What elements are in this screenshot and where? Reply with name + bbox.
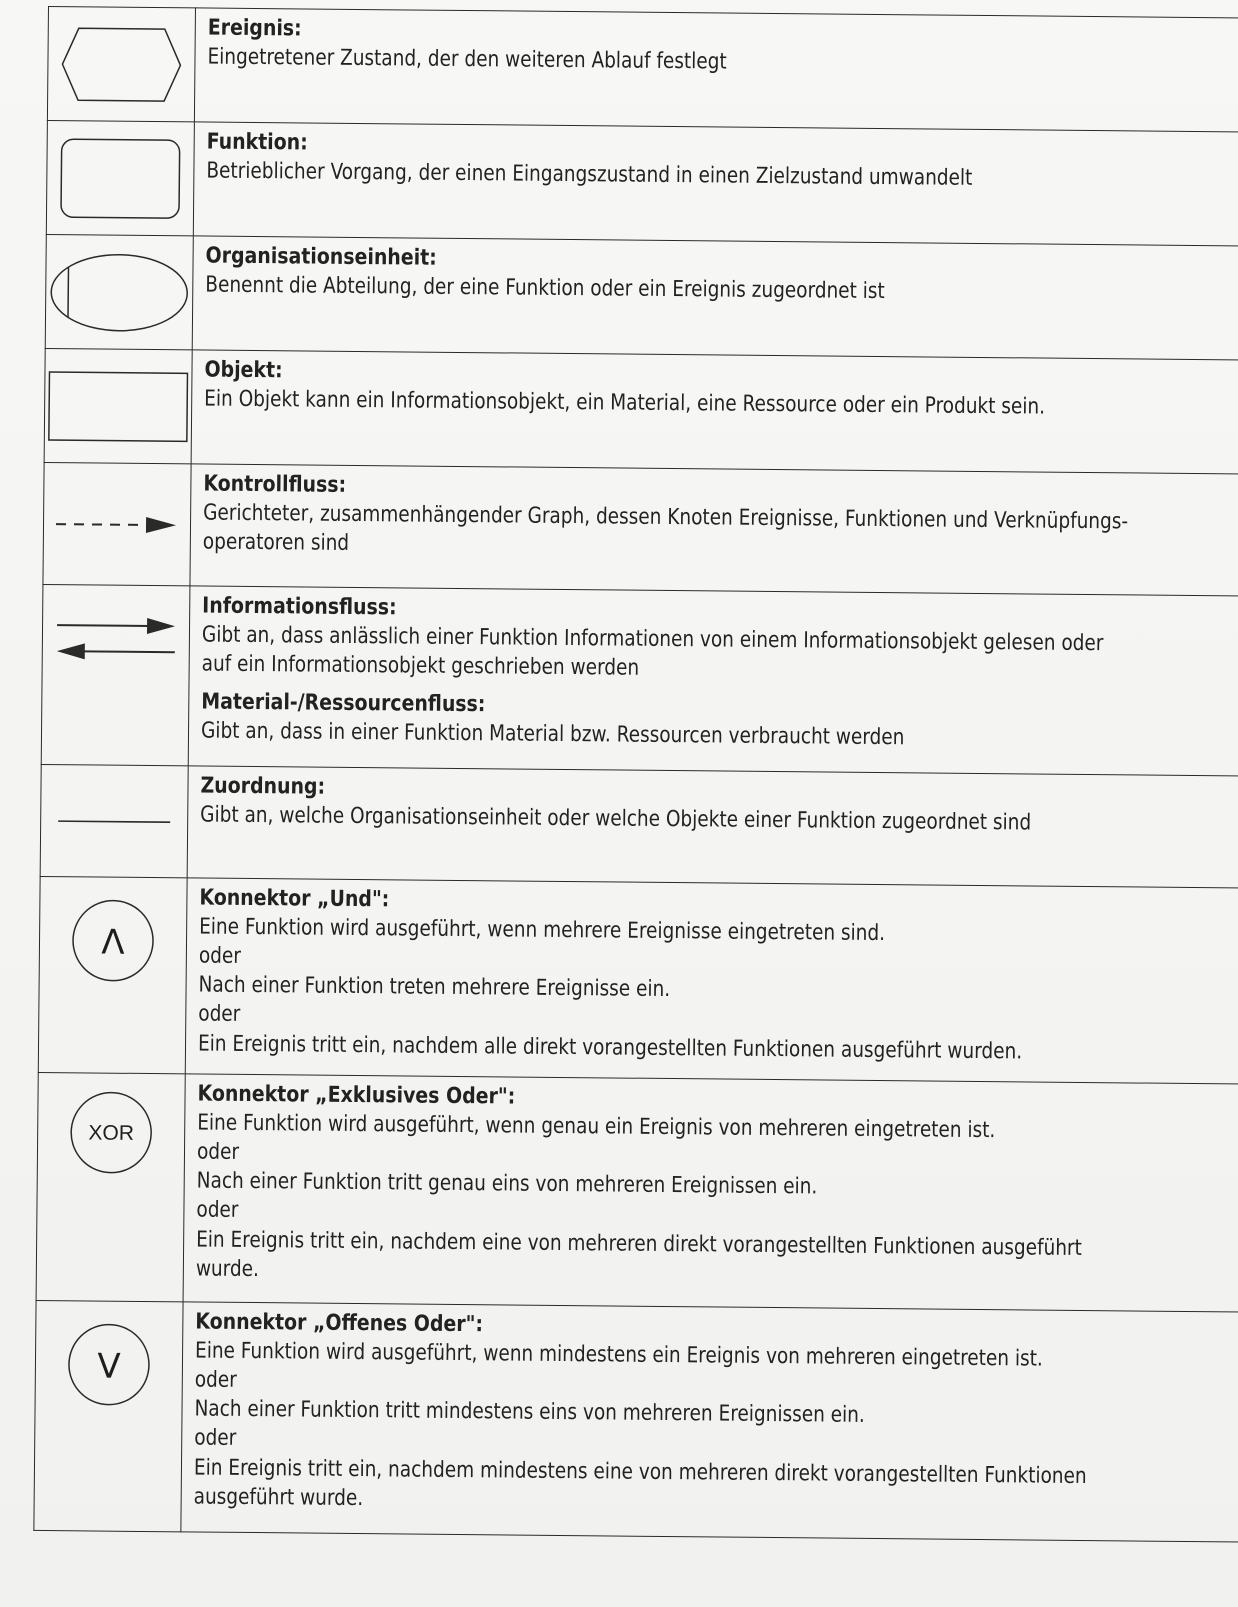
row-text: Eine Funktion wird ausgeführt, wenn mehrere Ereignisse eingetreten sind.: [199, 913, 886, 946]
row-text: oder: [196, 1139, 240, 1165]
symbol-cell: [38, 876, 187, 1073]
legend-row-kontrollfluss: [43, 462, 1238, 596]
row-title: Objekt:: [204, 357, 283, 384]
description-cell: [192, 236, 1238, 361]
legend-row-informationsfluss: [41, 584, 1238, 776]
xor-connector-label: XOR: [88, 1121, 135, 1145]
description-cell: [185, 878, 1238, 1085]
xor-connector-icon: [66, 1087, 157, 1178]
legend-row-konnektor-oder: [34, 1300, 1238, 1542]
row-text: Ein Ereignis tritt ein, nachdem alle direkt vorangestellten Funktionen ausgeführt wurden.: [197, 1030, 1023, 1064]
row-title: Ereignis:: [207, 15, 302, 42]
row-text: oder: [198, 1001, 241, 1028]
row-title: Konnektor „Und":: [199, 885, 390, 913]
row-text: Ein Ereignis tritt ein, nachdem mindestens eine von mehreren direkt vorangestellten Funktionen: [193, 1454, 1087, 1489]
row-subtitle: Material-/Ressourcenfluss:: [201, 689, 486, 718]
row-text: Gibt an, dass anlässlich einer Funktion Informationen von einem Informationsobjekt gelesen oder: [201, 622, 1104, 656]
description-cell: [183, 1074, 1238, 1313]
row-title: Informationsfluss:: [202, 593, 397, 621]
row-text: Gerichteter, zusammenhängender Graph, dessen Knoten Ereignisse, Funktionen und Verknüpfungs-: [203, 500, 1129, 534]
symbol-cell: [45, 234, 193, 349]
symbol-cell: [36, 1072, 185, 1301]
or-connector-label: V: [97, 1346, 121, 1387]
symbol-cell: [44, 348, 192, 463]
symbol-cell: [34, 1300, 183, 1531]
row-text: Benennt die Abteilung, der eine Funktion oder ein Ereignis zugeordnet ist: [205, 272, 885, 304]
legend-row-konnektor-xor: [36, 1072, 1238, 1312]
description-cell: [191, 350, 1238, 475]
row-title: Kontrollfluss:: [203, 471, 347, 498]
ellipse-organizational-unit-icon: [46, 248, 193, 335]
symbol-cell: [40, 764, 188, 877]
description-cell: [190, 464, 1238, 597]
and-connector-icon: [68, 895, 159, 986]
description-cell: [181, 1302, 1238, 1543]
row-text: oder: [198, 943, 242, 969]
symbol-cell: [47, 7, 195, 122]
row-text: Ein Ereignis tritt ein, nachdem eine von mehreren direkt vorangestellten Funktionen ausgeführt: [196, 1226, 1082, 1261]
legend-row-konnektor-und: [38, 876, 1238, 1084]
row-text: Gibt an, welche Organisationseinheit oder welche Objekte einer Funktion zugeordnet sind: [200, 801, 1032, 835]
row-text: auf ein Informationsobjekt geschrieben werden: [201, 651, 640, 681]
and-connector-label: Λ: [101, 922, 125, 963]
row-title: Zuordnung:: [200, 773, 326, 800]
row-text: Nach einer Funktion treten mehrere Ereignisse ein.: [198, 972, 671, 1003]
row-text: Ein Objekt kann ein Informationsobjekt, ein Material, eine Ressource oder ein Produkt sein.: [204, 386, 1046, 420]
dashed-arrow-control-flow-icon: [52, 509, 182, 540]
legend-row-organisationseinheit: [45, 234, 1238, 360]
or-connector-icon: [64, 1319, 155, 1410]
row-text: Eingetretener Zustand, der den weiteren Ablauf festlegt: [207, 44, 727, 75]
double-arrow-information-flow-icon: [51, 613, 181, 664]
symbol-cell: [41, 584, 190, 765]
hexagon-event-icon: [56, 24, 187, 105]
row-text: Eine Funktion wird ausgeführt, wenn mindestens ein Ereignis von mehreren eingetreten ist.: [194, 1337, 1043, 1372]
row-text: oder: [194, 1367, 237, 1393]
row-text: oder: [194, 1425, 237, 1452]
row-text: Betrieblicher Vorgang, der einen Eingangszustand in einen Zielzustand umwandelt: [206, 158, 973, 191]
solid-line-assignment-icon: [54, 816, 174, 827]
description-cell: [194, 8, 1238, 133]
row-text: operatoren sind: [202, 529, 350, 556]
row-title: Organisationseinheit:: [205, 243, 437, 271]
symbol-cell: [46, 120, 194, 235]
rectangle-object-icon: [45, 367, 192, 444]
row-text: oder: [196, 1197, 239, 1224]
description-cell: [193, 122, 1238, 247]
row-text: Nach einer Funktion tritt genau eins von mehreren Ereignissen ein.: [196, 1168, 818, 1200]
row-title: Funktion:: [206, 129, 308, 156]
legend-row-ereignis: [47, 7, 1238, 133]
row-text: Eine Funktion wird ausgeführt, wenn genau ein Ereignis von mehreren eingetreten ist.: [197, 1109, 996, 1143]
row-text: ausgeführt wurde.: [193, 1484, 364, 1511]
description-cell: [187, 766, 1238, 889]
row-text: Nach einer Funktion tritt mindestens eins von mehreren Ereignissen ein.: [194, 1396, 865, 1428]
row-text: Gibt an, dass in einer Funktion Material bzw. Ressourcen verbraucht werden: [200, 718, 905, 750]
rounded-rectangle-function-icon: [55, 135, 186, 222]
legend-row-objekt: [44, 348, 1238, 474]
legend-row-zuordnung: [40, 764, 1238, 888]
symbol-cell: [43, 462, 191, 585]
description-cell: [188, 586, 1238, 777]
row-title: Konnektor „Offenes Oder":: [195, 1309, 484, 1338]
legend-row-funktion: [46, 120, 1238, 246]
row-title: Konnektor „Exklusives Oder":: [197, 1081, 516, 1110]
epc-legend-table: [33, 6, 1238, 1543]
row-text: wurde.: [195, 1256, 260, 1282]
